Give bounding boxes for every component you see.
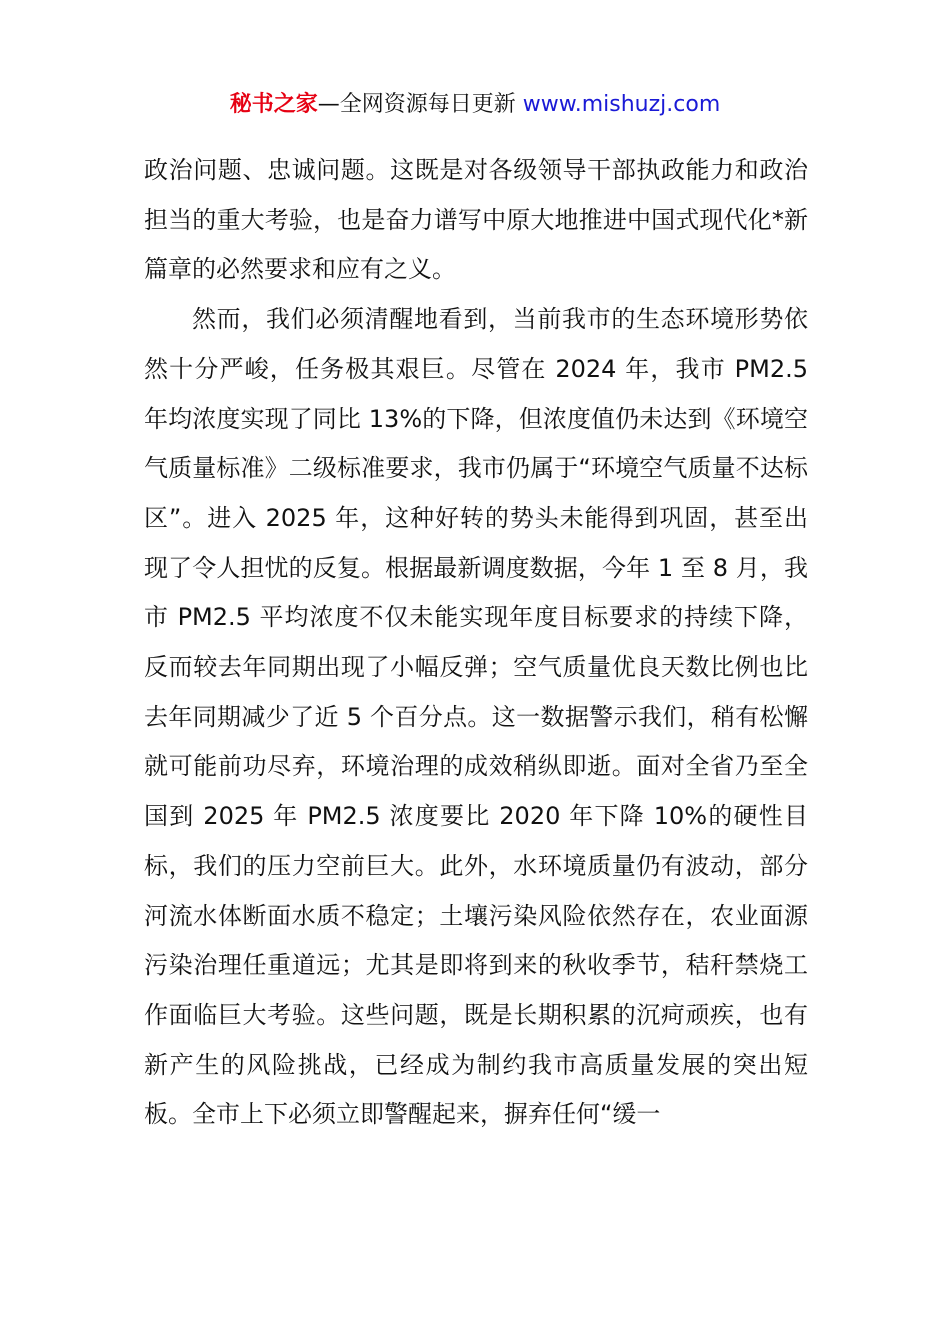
site-header: [0, 88, 950, 122]
document-body: [144, 146, 808, 1140]
brand-name: 秘书之家: [229, 92, 318, 117]
header-tagline: —全网资源每日更新: [317, 92, 523, 117]
paragraph-continuation: 政治问题、忠诚问题。这既是对各级领导干部执政能力和政治担当的重大考验，也是奋力谱写中原大地推进中国式现代化*新篇章的必然要求和应有之义。: [144, 156, 808, 284]
site-url-link[interactable]: www.mishuzj.com: [522, 92, 721, 117]
paragraph-ecology-situation: 然而，我们必须清醒地看到，当前我市的生态环境形势依然十分严峻，任务极其艰巨。尽管在 2024 年，我市 PM2.5 年均浓度实现了同比 13%的下降，但浓度值仍未达到《环境空气质量标准》二级标准要求，我市仍属于“环境空气质量不达标区”。进入 2025 年，这种好转的势头未能得到巩固，甚至出现了令人担忧的反复。根据最新调度数据，今年 1 至 8 月，我市 PM2.5 平均浓度不仅未能实现年度目标要求的持续下降，反而较去年同期出现了小幅反弹；空气质量优良天数比例也比去年同期减少了近 5 个百分点。这一数据警示我们，稍有松懈就可能前功尽弃，环境治理的成效稍纵即逝。面对全省乃至全国到 2025 年 PM2.5 浓度要比 2020 年下降 10%的硬性目标，我们的压力空前巨大。此外，水环境质量仍有波动，部分河流水体断面水质不稳定；土壤污染风险依然存在，农业面源污染治理任重道远；尤其是即将到来的秋收季节，秸秆禁烧工作面临巨大考验。这些问题，既是长期积累的沉疴顽疾，也有新产生的风险挑战，已经成为制约我市高质量发展的突出短板。全市上下必须立即警醒起来，摒弃任何“缓一: [144, 305, 808, 1129]
